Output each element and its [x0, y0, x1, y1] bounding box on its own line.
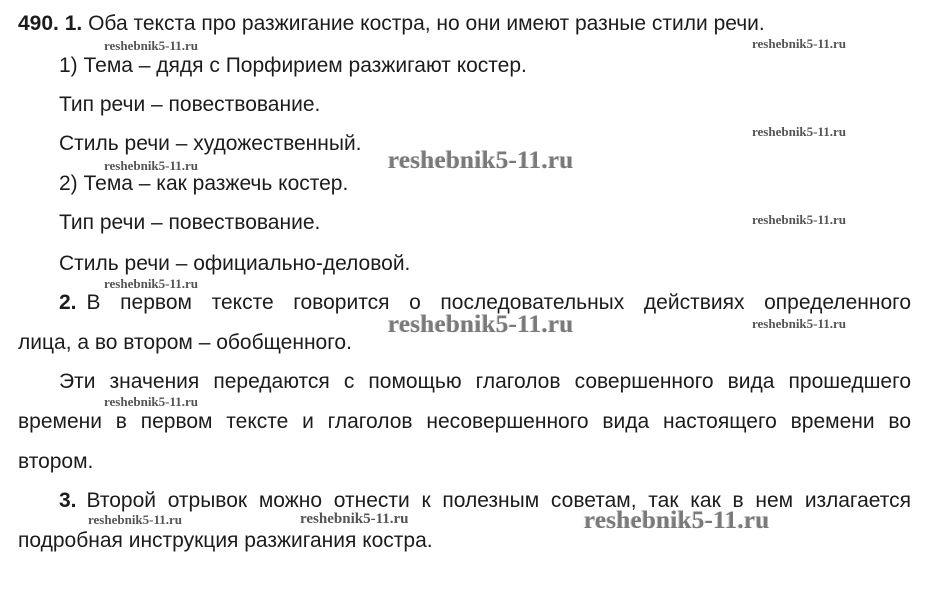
part2b-line2: времени в первом тексте и глаголов несовершенного вида настоящего времени во	[18, 410, 911, 433]
text1-style: Стиль речи – художественный.	[59, 132, 362, 155]
task-number: 490.	[18, 12, 59, 35]
text2-theme: 2) Тема – как разжечь костер.	[59, 172, 349, 195]
part3-line1-text: Второй отрывок можно отнести к полезным советам, так как в нем излагается	[86, 489, 911, 512]
text1-type: Тип речи – повествование.	[59, 93, 321, 116]
watermark-large: reshebnik5-11.ru	[584, 507, 770, 534]
part3-line2: подробная инструкция разжигания костра.	[18, 529, 433, 552]
watermark: reshebnik5-11.ru	[752, 124, 847, 139]
watermark: reshebnik5-11.ru	[752, 316, 847, 331]
watermark: reshebnik5-11.ru	[104, 276, 199, 291]
part1-number: 1.	[64, 12, 83, 35]
watermark: reshebnik5-11.ru	[104, 38, 199, 53]
watermark-large: reshebnik5-11.ru	[388, 311, 574, 338]
part2b-line1: Эти значения передаются с помощью глаголов совершенного вида прошедшего	[59, 370, 911, 393]
watermark-large: reshebnik5-11.ru	[388, 147, 574, 174]
watermark: reshebnik5-11.ru	[104, 394, 199, 409]
part2-line2: лица, а во втором – обобщенного.	[18, 331, 352, 354]
watermark: reshebnik5-11.ru	[88, 512, 183, 527]
watermark: reshebnik5-11.ru	[300, 511, 409, 527]
watermark: reshebnik5-11.ru	[752, 212, 847, 227]
intro-text: Оба текста про разжигание костра, но они имеют разные стили речи.	[88, 12, 765, 35]
watermark: reshebnik5-11.ru	[752, 36, 847, 51]
text2-type: Тип речи – повествование.	[59, 211, 321, 234]
task-header	[18, 11, 765, 37]
part2b-line3: втором.	[18, 450, 94, 473]
watermark: reshebnik5-11.ru	[104, 158, 199, 173]
text2-style: Стиль речи – официально-деловой.	[59, 252, 411, 275]
part3-number: 3.	[59, 489, 77, 512]
part2-number: 2.	[59, 291, 77, 314]
text1-theme: 1) Тема – дядя с Порфирием разжигают костер.	[59, 54, 527, 77]
part2-line1-text: В первом тексте говорится о последовательных действиях определенного	[86, 291, 911, 314]
part3-line1	[59, 488, 911, 514]
